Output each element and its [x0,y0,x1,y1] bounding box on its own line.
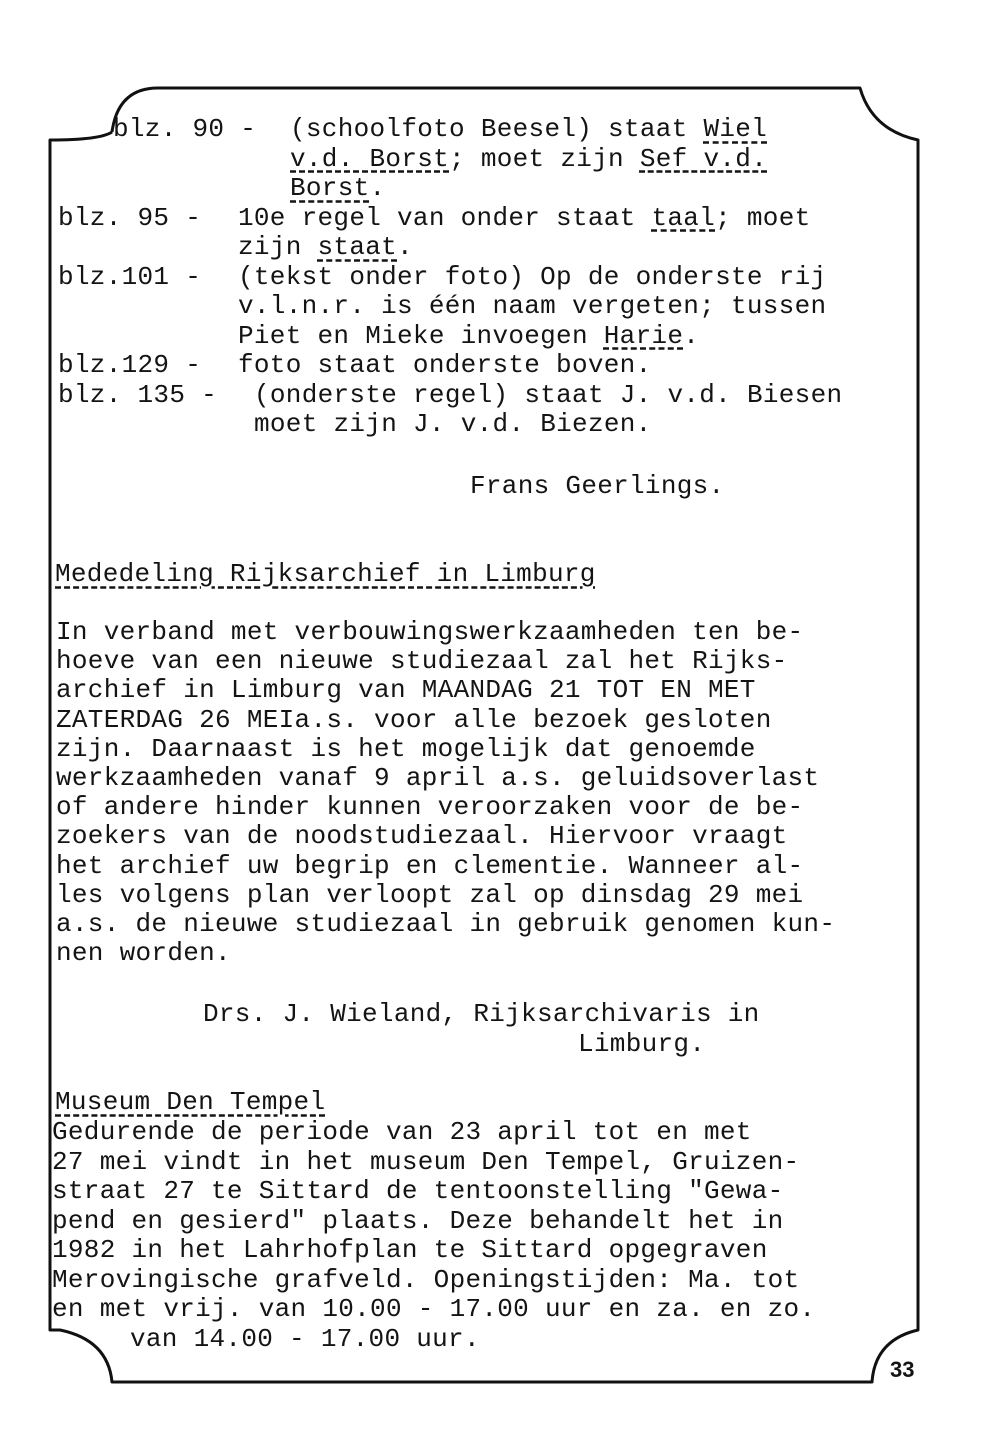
errata-line [238,263,826,292]
errata-text: Piet en Mieke invoegen [238,320,604,351]
rijksarchief-heading: Mededeling Rijksarchief in Limburg [55,559,596,589]
errata-text: ; moet zijn [449,143,640,174]
rijksarchief-line: ZATERDAG 26 MEIa.s. voor alle bezoek gesloten [56,704,772,735]
rijksarchief-line: of andere hinder kunnen veroorzaken voor de be- [56,792,804,823]
rijksarchief-line: les volgens plan verloopt zal op dinsdag 29 mei [56,879,804,910]
museum-line: 1982 in het Lahrhofplan te Sittard opgegraven [52,1235,768,1265]
errata-text: Wiel [703,114,768,144]
rijksarchief-line: In verband met verbouwingswerkzaamheden ten be- [56,617,804,647]
errata-text: moet zijn J. v.d. Biezen. [254,409,652,439]
rijksarchief-line: nen worden. [56,938,231,969]
museum-line: 27 mei vindt in het museum Den Tempel, Gruizen- [52,1146,800,1177]
museum-line: Merovingische grafveld. Openingstijden: Ma. tot [52,1264,800,1295]
errata-ref: blz. 90 - [113,114,257,144]
errata-text: (tekst onder foto) Op de onderste rij [238,261,827,292]
errata-signature: Frans Geerlings. [470,471,725,501]
page-number: 33 [890,1357,915,1382]
errata-ref: blz.129 - [58,350,202,380]
museum-line: straat 27 te Sittard de tentoonstelling "Gewa- [52,1176,784,1206]
rijksarchief-line: archief in Limburg van MAANDAG 21 TOT EN MET [56,675,756,706]
errata-text: . [683,320,700,351]
rijksarchief-signature-line-1: Drs. J. Wieland, Rijksarchivaris in [203,999,760,1029]
errata-ref: blz. 95 - [58,202,202,233]
errata-text: foto staat onderste boven. [238,350,652,380]
rijksarchief-line: zijn. Daarnaast is het mogelijk dat genoemde [56,733,756,764]
rijksarchief-line: hoeve van een nieuwe studiezaal zal het Rijks- [56,646,788,677]
errata-line [290,145,767,174]
museum-line: en met vrij. van 10.00 - 17.00 uur en za. en zo. [52,1294,816,1324]
errata-text: taal [651,202,716,233]
errata-line [290,115,767,144]
errata-text: . [369,173,386,203]
errata-line [238,351,651,380]
errata-text: ; moet [715,202,811,233]
errata-text: Sef v.d. [639,143,768,174]
rijksarchief-line: het archief uw begrip en clementie. Wanneer al- [56,850,804,881]
errata-line [238,233,413,262]
errata-line [254,381,842,410]
errata-line [238,292,826,321]
rijksarchief-line: zoekers van de noodstudiezaal. Hiervoor vraagt [56,821,788,852]
errata-ref: blz.101 - [58,261,202,292]
rijksarchief-signature-line-2: Limburg. [578,1029,706,1059]
errata-text: . [397,232,413,262]
errata-ref: blz. 135 - [58,379,218,410]
rijksarchief-line: werkzaamheden vanaf 9 april a.s. geluidsoverlast [56,763,820,793]
errata-text: Harie [603,320,684,351]
errata-text: (schoolfoto Beesel) staat [290,114,704,144]
errata-line [290,174,385,203]
errata-line [254,410,652,439]
museum-line: Gedurende de periode van 23 april tot en met [52,1117,752,1147]
museum-line: van 14.00 - 17.00 uur. [130,1323,480,1354]
errata-line [238,204,811,233]
errata-text: zijn [238,232,318,262]
errata-line [238,322,699,351]
errata-text: v.l.n.r. is één naam vergeten; tussen [238,291,827,321]
errata-text: v.d. Borst [290,143,450,174]
errata-text: Borst [290,173,370,203]
errata-text: staat [317,232,398,262]
rijksarchief-line: a.s. de nieuwe studiezaal in gebruik genomen kun- [56,909,836,939]
errata-text: 10e regel van onder staat [238,202,652,233]
museum-heading: Museum Den Tempel [55,1087,326,1117]
errata-text: (onderste regel) staat J. v.d. Biesen [254,379,843,410]
museum-line: pend en gesierd" plaats. Deze behandelt het in [52,1205,784,1236]
